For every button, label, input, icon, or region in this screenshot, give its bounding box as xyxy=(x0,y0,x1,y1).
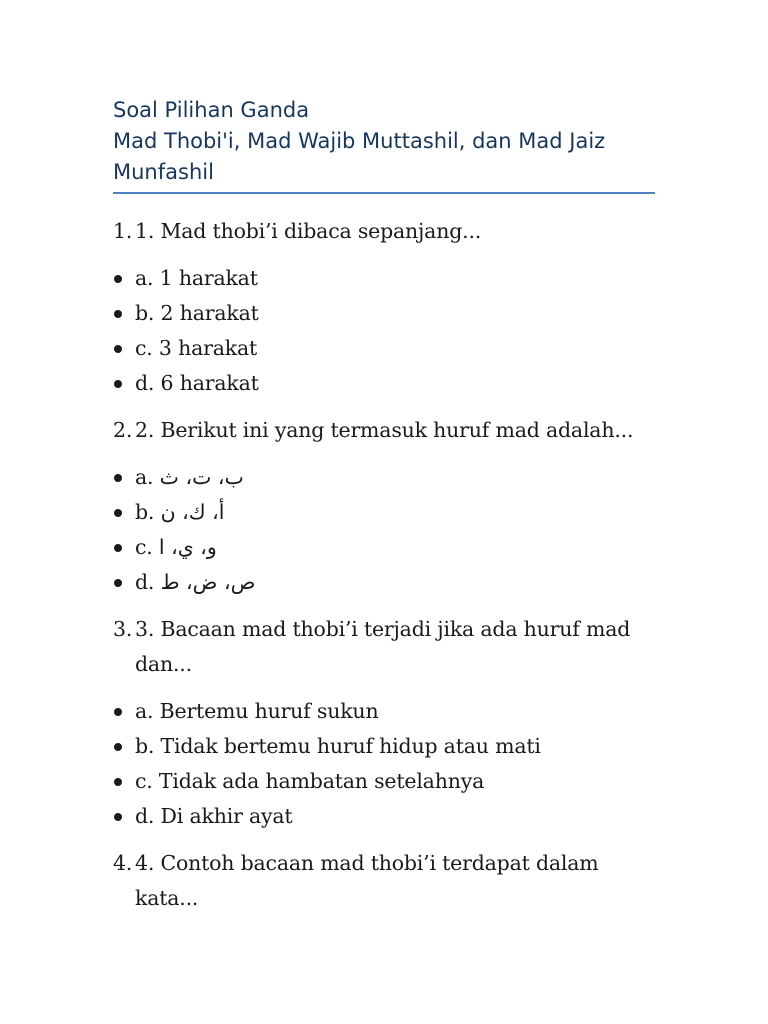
bullet-icon xyxy=(114,380,122,388)
option-item xyxy=(135,331,655,366)
option-item xyxy=(135,764,655,799)
question-number: 4. xyxy=(113,851,133,875)
option-item xyxy=(135,530,655,565)
option-text: a. 1 harakat xyxy=(135,266,258,290)
option-text: b. 2 harakat xyxy=(135,301,259,325)
question-text: 3. Bacaan mad thobi’i terjadi jika ada huruf mad dan... xyxy=(135,617,631,676)
option-text: b. أ، ك، ن xyxy=(135,500,225,524)
bullet-icon xyxy=(114,275,122,283)
options-list-3 xyxy=(113,694,655,834)
bullet-icon xyxy=(114,708,122,716)
option-item xyxy=(135,694,655,729)
question-text: 4. Contoh bacaan mad thobi’i terdapat dalam kata... xyxy=(135,851,599,910)
option-text: c. و، ي، ا xyxy=(135,535,217,559)
bullet-icon xyxy=(114,544,122,552)
option-text: c. Tidak ada hambatan setelahnya xyxy=(135,769,485,793)
option-text: a. ب، ت، ث xyxy=(135,465,244,489)
option-text: d. Di akhir ayat xyxy=(135,804,293,828)
bullet-icon xyxy=(114,743,122,751)
option-item xyxy=(135,366,655,401)
document-title xyxy=(113,95,655,194)
bullet-icon xyxy=(114,509,122,517)
question-number: 1. xyxy=(113,219,133,243)
option-item xyxy=(135,460,655,495)
options-list-2 xyxy=(113,460,655,600)
option-item xyxy=(135,565,655,600)
option-text: d. ص، ض، ط xyxy=(135,570,256,594)
option-item xyxy=(135,495,655,530)
option-text: c. 3 harakat xyxy=(135,336,258,360)
title-line-1: Soal Pilihan Ganda xyxy=(113,98,310,122)
bullet-icon xyxy=(114,778,122,786)
option-item xyxy=(135,799,655,834)
question-number: 3. xyxy=(113,617,133,641)
question-1 xyxy=(113,214,655,249)
title-line-2: Mad Thobi'i, Mad Wajib Muttashil, dan Mad Jaiz xyxy=(113,129,606,153)
bullet-icon xyxy=(114,345,122,353)
bullet-icon xyxy=(114,813,122,821)
option-item xyxy=(135,296,655,331)
option-text: b. Tidak bertemu huruf hidup atau mati xyxy=(135,734,541,758)
question-3 xyxy=(113,612,655,682)
question-4 xyxy=(113,846,655,916)
option-text: d. 6 harakat xyxy=(135,371,259,395)
option-item xyxy=(135,729,655,764)
question-2 xyxy=(113,413,655,448)
question-number: 2. xyxy=(113,418,133,442)
bullet-icon xyxy=(114,579,122,587)
option-item xyxy=(135,261,655,296)
title-line-3: Munfashil xyxy=(113,160,214,184)
options-list-1 xyxy=(113,261,655,401)
question-text: 2. Berikut ini yang termasuk huruf mad adalah... xyxy=(135,418,634,442)
bullet-icon xyxy=(114,474,122,482)
option-text: a. Bertemu huruf sukun xyxy=(135,699,379,723)
question-text: 1. Mad thobi’i dibaca sepanjang... xyxy=(135,219,482,243)
bullet-icon xyxy=(114,310,122,318)
